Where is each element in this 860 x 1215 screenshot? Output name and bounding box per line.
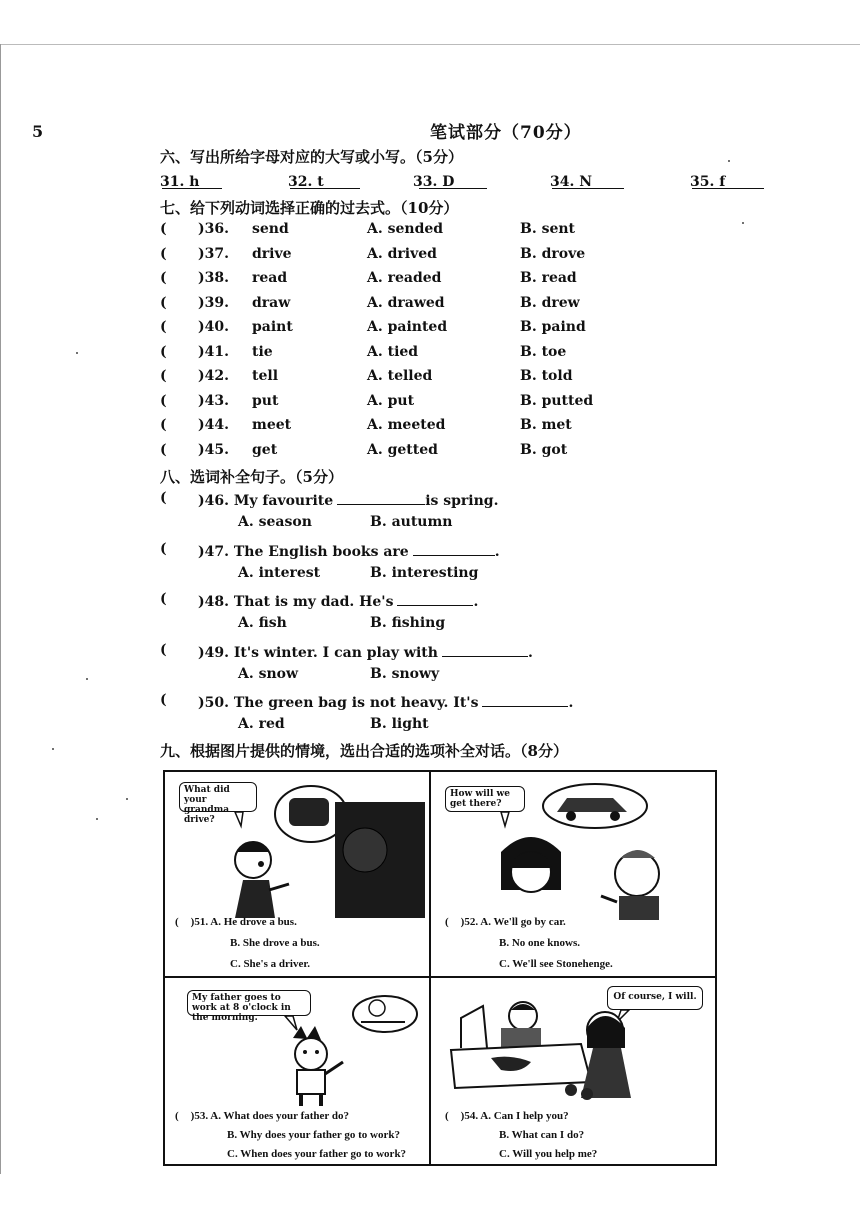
answer-paren: ( [160, 392, 167, 409]
q51-number: ( )51. A. He drove a bus. [175, 916, 297, 928]
question-number: )36. [198, 221, 229, 237]
letter-item-34: 34. N [550, 174, 624, 193]
scan-speck [86, 678, 88, 680]
option-a: A. readed [367, 270, 442, 286]
option-a: A. season [238, 514, 312, 530]
verb-word: draw [252, 294, 291, 311]
sentence-end: is spring. [425, 493, 499, 509]
scan-speck [126, 798, 128, 800]
sec8-heading: 八、选词补全句子。（5分） [160, 468, 343, 486]
panel-51 [165, 772, 429, 976]
option-b: B. snowy [370, 665, 440, 682]
option-b: B. light [370, 716, 429, 732]
q54-option-c: C. Will you help me? [499, 1148, 598, 1160]
sentence-start: )50. The green bag is not heavy. It's [198, 695, 479, 711]
section-title: 笔试部分（70分） [430, 123, 582, 143]
option-b: B. read [520, 270, 577, 286]
answer-paren: ( [160, 692, 167, 708]
option-b: B. told [520, 368, 573, 384]
scan-speck [96, 818, 98, 820]
grandma-bus-illustration [165, 772, 429, 922]
question-number: )42. [198, 368, 229, 384]
question-number: )44. [198, 417, 229, 433]
car-trip-illustration [431, 772, 715, 922]
option-a: A. snow [238, 665, 299, 682]
answer-paren: ( [160, 490, 167, 506]
q52-option-b: B. No one knows. [499, 937, 580, 949]
fill-question-row [160, 490, 499, 509]
speech-bubble: What did your grandma drive? [179, 782, 257, 812]
question-number: )39. [198, 294, 229, 311]
page-left-border [0, 44, 1, 1174]
option-b: B. interesting [370, 564, 479, 581]
q52-number: ( )52. A. We'll go by car. [445, 916, 566, 928]
sentence-end: . [473, 594, 479, 610]
sentence-end: . [527, 644, 533, 661]
option-b: B. autumn [370, 514, 453, 530]
question-text [198, 692, 573, 711]
answer-blank [442, 642, 528, 657]
fill-question-row [160, 692, 574, 711]
q54-number: ( )54. A. Can I help you? [445, 1110, 569, 1122]
option-a: A. interest [238, 564, 321, 581]
answer-blank [337, 490, 425, 505]
answer-blank [413, 541, 495, 556]
answer-paren: ( [160, 319, 167, 335]
answer-paren: ( [160, 641, 167, 658]
sentence-start: )47. The English books are [198, 543, 409, 560]
speech-bubble: How will we get there? [445, 786, 525, 812]
scan-speck [728, 160, 730, 162]
option-a: A. drawed [367, 294, 445, 311]
sentence-start: )46. My favourite [198, 493, 334, 509]
sec7-heading: 七、给下列动词选择正确的过去式。（10分） [160, 199, 459, 217]
question-number: )38. [198, 270, 229, 286]
verb-word: drive [252, 245, 292, 262]
help-painting-illustration [431, 978, 715, 1108]
option-a: A. sended [367, 221, 444, 237]
page-top-border [0, 44, 860, 45]
question-text [198, 642, 533, 661]
answer-paren: ( [160, 245, 167, 262]
answer-paren: ( [160, 270, 167, 286]
q53-number: ( )53. A. What does your father do? [175, 1110, 349, 1122]
option-a: A. meeted [367, 417, 446, 433]
q51-option-b: B. She drove a bus. [230, 937, 320, 949]
question-number: )41. [198, 343, 229, 360]
question-number: )37. [198, 245, 229, 262]
sec9-heading: 九、根据图片提供的情境，选出合适的选项补全对话。（8分） [160, 742, 568, 760]
verb-word: read [252, 270, 288, 286]
answer-paren: ( [160, 343, 167, 360]
question-number: )40. [198, 319, 229, 335]
option-a: A. fish [238, 615, 287, 631]
margin-mark: 5 [32, 122, 44, 141]
option-a: A. red [238, 716, 285, 732]
question-number: )45. [198, 441, 229, 458]
answer-paren: ( [160, 591, 167, 607]
scan-speck [76, 352, 78, 354]
q51-option-c: C. She's a driver. [230, 958, 310, 970]
answer-blank [397, 591, 473, 606]
answer-paren: ( [160, 294, 167, 311]
option-b: B. paind [520, 319, 586, 335]
q53-option-b: B. Why does your father go to work? [227, 1129, 400, 1141]
verb-word: tie [252, 343, 273, 360]
fill-question-row [160, 591, 479, 610]
option-a: A. tied [367, 343, 419, 360]
option-a: A. drived [367, 245, 437, 262]
option-a: A. painted [367, 319, 448, 335]
sentence-end: . [568, 695, 574, 711]
verb-word: send [252, 221, 289, 237]
question-text [198, 541, 500, 560]
q53-option-c: C. When does your father go to work? [227, 1148, 407, 1160]
question-text [198, 591, 478, 610]
q52-option-c: C. We'll see Stonehenge. [499, 958, 613, 970]
father-work-illustration [165, 978, 429, 1108]
sec6-heading: 六、写出所给字母对应的大写或小写。（5分） [160, 148, 463, 166]
speech-bubble: My father goes to work at 8 o'clock in the morning. [187, 990, 311, 1016]
speech-bubble: Of course, I will. [607, 986, 703, 1010]
verb-word: meet [252, 417, 292, 433]
sec6-letters [160, 174, 800, 196]
verb-word: tell [252, 368, 279, 384]
question-number: )43. [198, 392, 229, 409]
sentence-start: )48. That is my dad. He's [198, 594, 394, 610]
fill-question-row [160, 540, 500, 560]
verb-word: put [252, 392, 279, 409]
option-b: B. drove [520, 245, 586, 262]
fill-question-row [160, 641, 533, 661]
answer-blank [482, 692, 568, 707]
option-a: A. telled [367, 368, 433, 384]
picture-grid [163, 770, 717, 1166]
answer-paren: ( [160, 368, 167, 384]
panel-54 [431, 978, 715, 1164]
scan-speck [52, 748, 54, 750]
verb-word: paint [252, 319, 293, 335]
option-b: B. sent [520, 221, 576, 237]
verb-word: get [252, 441, 278, 458]
panel-52 [431, 772, 715, 976]
letter-item-31: 31. h [160, 174, 222, 193]
answer-paren: ( [160, 441, 167, 458]
q54-option-b: B. What can I do? [499, 1129, 585, 1141]
option-b: B. got [520, 441, 568, 458]
option-a: A. getted [367, 441, 438, 458]
option-b: B. fishing [370, 615, 446, 631]
panel-53 [165, 978, 429, 1164]
option-b: B. putted [520, 392, 594, 409]
letter-item-32: 32. t [288, 174, 360, 193]
question-text [198, 490, 498, 509]
option-b: B. toe [520, 343, 567, 360]
option-b: B. drew [520, 294, 580, 311]
letter-item-33: 33. D [413, 174, 487, 193]
scan-speck [742, 222, 744, 224]
sentence-end: . [494, 543, 500, 560]
answer-paren: ( [160, 540, 167, 557]
answer-paren: ( [160, 221, 167, 237]
option-a: A. put [367, 392, 415, 409]
option-b: B. met [520, 417, 572, 433]
letter-item-35: 35. f [690, 174, 764, 193]
answer-paren: ( [160, 417, 167, 433]
sentence-start: )49. It's winter. I can play with [198, 644, 438, 661]
